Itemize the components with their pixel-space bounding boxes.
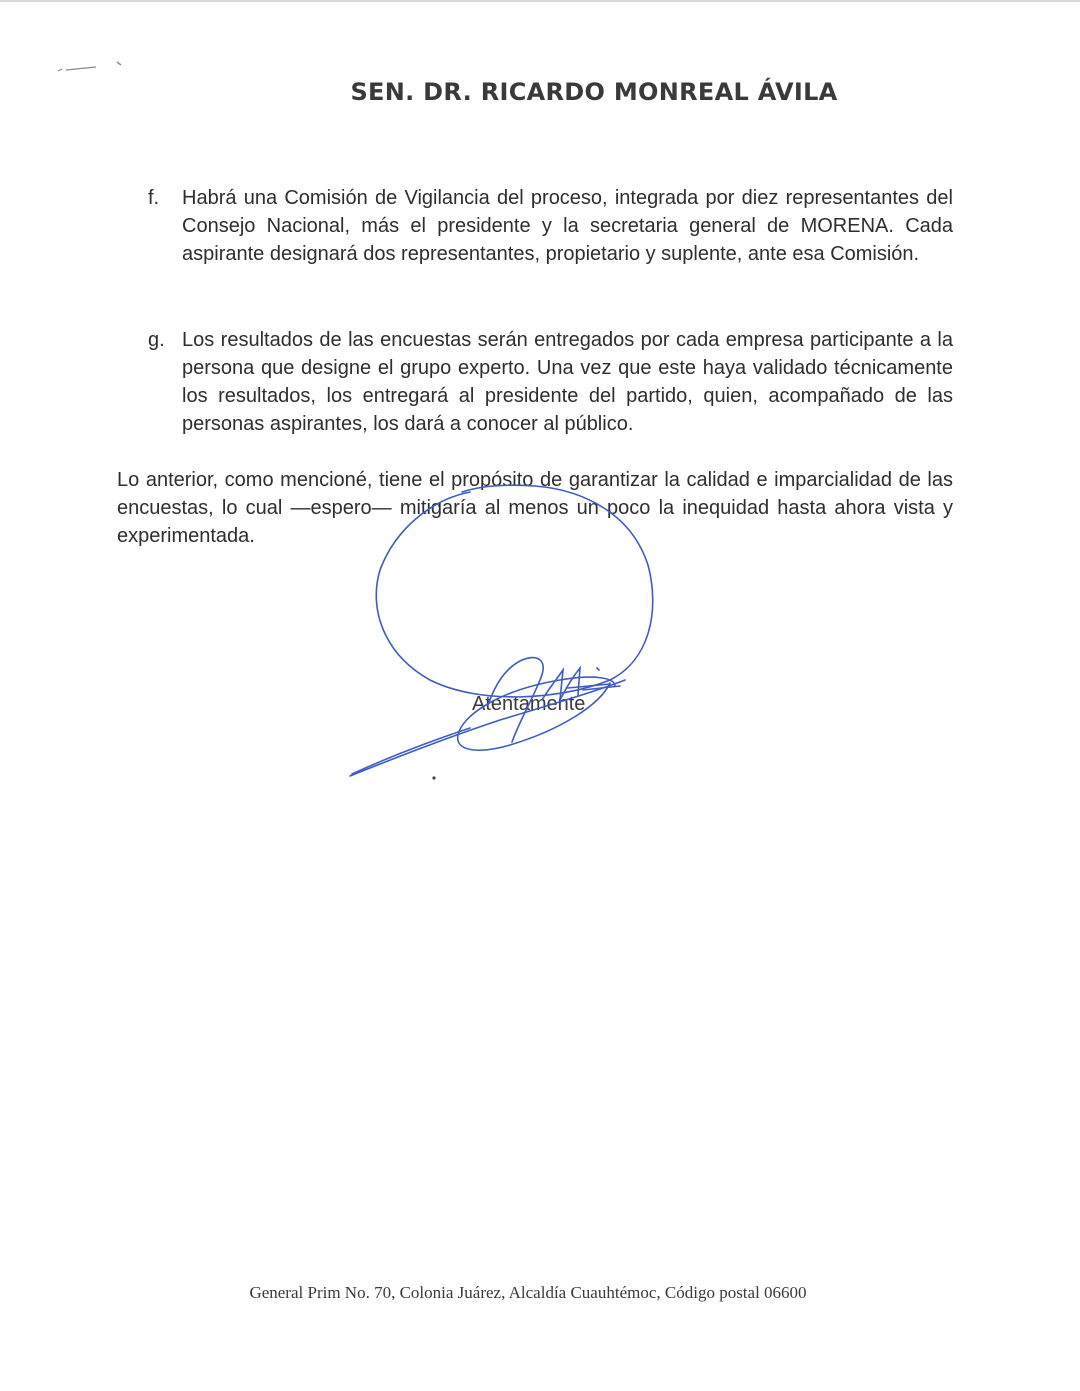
list-marker: f. bbox=[148, 187, 160, 209]
list-item-text: Habrá una Comisión de Vigilancia del proceso, integrada por diez representantes del Consejo Nacional, más el presidente y la secretaria general de MORENA. Cada aspirante designará dos representantes, propietario y suplente, ante esa Comisión. bbox=[182, 187, 953, 265]
list-item bbox=[148, 184, 953, 268]
scan-marks bbox=[0, 0, 140, 90]
list-marker: g. bbox=[148, 329, 165, 351]
list-item-text: Los resultados de las encuestas serán entregados por cada empresa participante a la persona que designe el grupo experto. Una vez que este haya validado técnicamente los resultados, los entregará al presidente del partido, quien, acompañado de las personas aspirantes, los dará a conocer al público. bbox=[182, 329, 953, 435]
body-paragraph: Lo anterior, como mencioné, tiene el propósito de garantizar la calidad e imparcialidad de las encuestas, lo cual —espero— mitigaría al menos un poco la inequidad hasta ahora vista y experimentada. bbox=[117, 469, 953, 547]
list-item bbox=[148, 326, 953, 438]
closing-salutation: Atentamente bbox=[472, 693, 586, 715]
page-footer: General Prim No. 70, Colonia Juárez, Alcaldía Cuauhtémoc, Código postal 06600 bbox=[249, 1283, 807, 1302]
page-title: SEN. DR. RICARDO MONREAL ÁVILA bbox=[350, 78, 838, 106]
